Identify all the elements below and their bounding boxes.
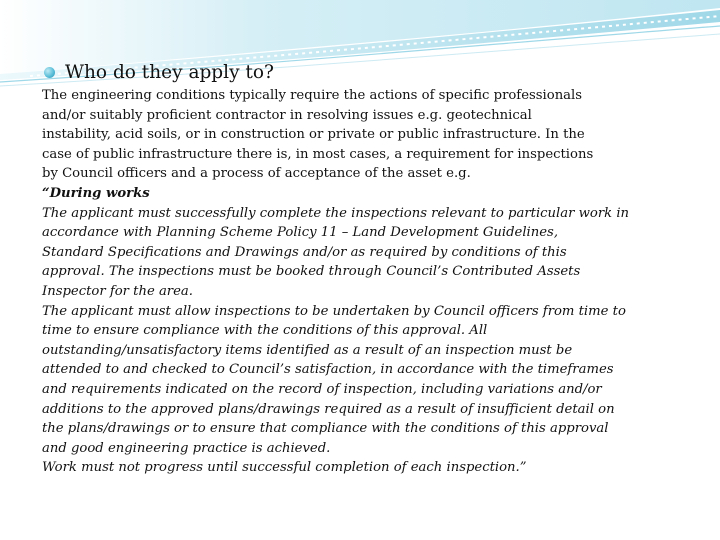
intro-paragraph — [42, 86, 682, 184]
paragraph1-line: approval. The inspections must be booked through Council’s Contributed Assets — [42, 264, 581, 280]
paragraph2-line: and good engineering practice is achieved. — [42, 440, 331, 456]
heading-row — [44, 59, 274, 85]
closing-line: Work must not progress until successful completion of each inspection.” — [42, 460, 527, 476]
paragraph1-line: Inspector for the area. — [42, 283, 193, 299]
slide-body — [42, 86, 682, 478]
inspection-paragraph-2 — [42, 302, 682, 459]
bullet-icon — [44, 67, 55, 78]
paragraph2-line: additions to the approved plans/drawings required as a result of insufficient detail on — [42, 401, 615, 417]
intro-line: The engineering conditions typically require the actions of specific professionals — [42, 88, 583, 103]
paragraph1-line: Standard Specifications and Drawings and/or as required by conditions of this — [42, 244, 567, 260]
paragraph1-line: The applicant must successfully complete the inspections relevant to particular work in — [42, 205, 630, 221]
quote-heading-paragraph — [42, 184, 682, 204]
paragraph2-line: and requirements indicated on the record of inspection, including variations and/or — [42, 381, 602, 397]
paragraph2-line: The applicant must allow inspections to be undertaken by Council officers from time to — [42, 303, 626, 319]
intro-line: by Council officers and a process of acceptance of the asset e.g. — [42, 166, 471, 182]
paragraph1-line: accordance with Planning Scheme Policy 11 – Land Development Guidelines, — [42, 225, 559, 241]
intro-line: instability, acid soils, or in construction or private or public infrastructure. In the — [42, 127, 585, 143]
inspection-paragraph-1 — [42, 204, 682, 302]
intro-line: and/or suitably proficient contractor in resolving issues e.g. geotechnical — [42, 107, 532, 123]
paragraph2-line: time to ensure compliance with the conditions of this approval. All — [42, 323, 488, 339]
paragraph2-line: the plans/drawings or to ensure that compliance with the conditions of this approval — [42, 421, 609, 437]
slide-heading: Who do they apply to? — [65, 61, 274, 83]
quote-heading: “During works — [42, 185, 150, 201]
closing-paragraph — [42, 458, 682, 478]
paragraph2-line: attended to and checked to Council’s satisfaction, in accordance with the timeframes — [42, 362, 614, 378]
intro-line: case of public infrastructure there is, in most cases, a requirement for inspections — [42, 146, 594, 162]
paragraph2-line: outstanding/unsatisfactory items identified as a result of an inspection must be — [42, 342, 573, 358]
